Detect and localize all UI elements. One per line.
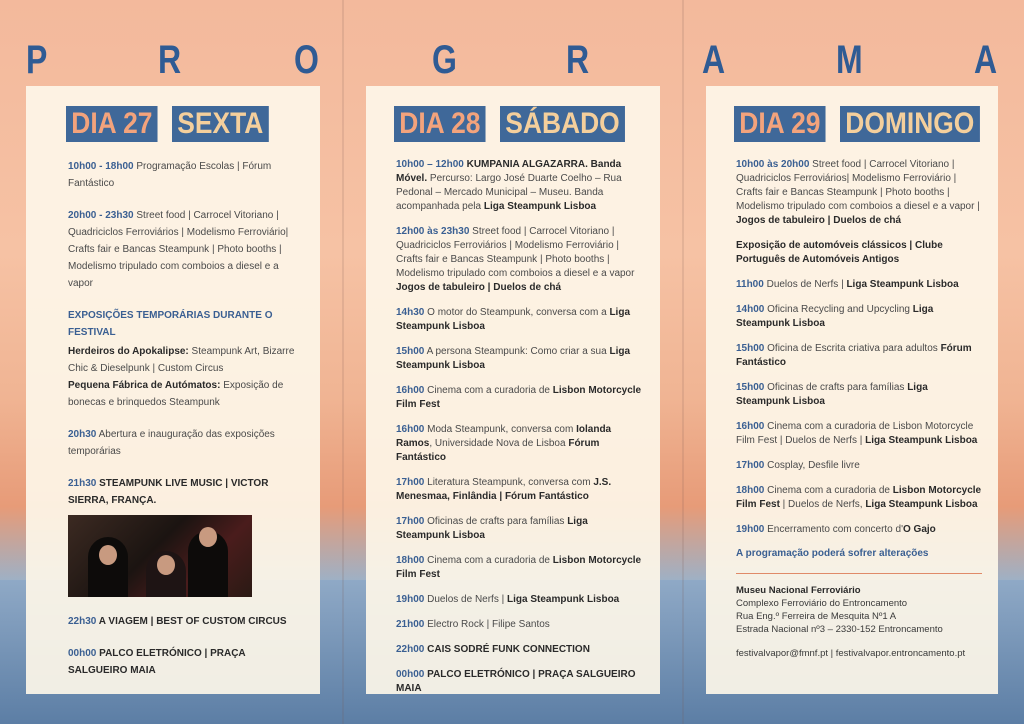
entry-title: KUMPANIA ALGAZARRA. Banda Móvel. [396,159,622,184]
entry-organizer: Liga Steampunk Lisboa [865,499,978,510]
entry-text: Oficinas de crafts para famílias [424,516,568,527]
museum-address [736,573,982,636]
photo-face [157,555,175,575]
weekday: SÁBADO [500,106,625,142]
entry-time: 17h00 [396,477,425,488]
schedule-entry [396,618,644,632]
entry-text: PALCO ELETRÓNICO | PRAÇA SALGUEIRO MAIA [68,648,246,676]
entry-organizer: Liga Steampunk Lisboa [396,307,631,332]
schedule-entry [736,523,982,537]
entry-text: Programação Escolas | Fórum Fantástico [68,161,272,189]
entry-time: 14h00 [736,304,765,315]
entry-text: Cinema com a curadoria de [424,385,553,396]
day-heading [66,106,304,142]
day-number: DIA 27 [66,106,158,142]
schedule-entry [396,423,644,465]
entry-time: 17h00 [396,516,425,527]
header-letter: G [432,38,457,82]
entry-text: Moda Steampunk, conversa com [424,424,577,435]
entry-organizer: Fórum Fantástico [736,343,972,368]
entry-time: 17h00 [736,460,765,471]
entry-time: 19h00 [396,594,425,605]
address-line: Estrada Nacional nº3 – 2330-152 Entroncamento [736,624,943,635]
entry-organizer: Lisbon Motorcycle Film Fest [736,485,982,510]
entry-text: Oficinas de crafts para famílias [764,382,908,393]
schedule-entry [396,306,644,334]
entry-text: O motor do Steampunk, conversa com a [424,307,610,318]
schedule-entry [396,593,644,607]
schedule-entry [68,207,304,292]
entry-organizer: Liga Steampunk Lisboa [396,346,631,371]
schedule-entry [396,668,644,696]
header-letter: R [566,38,590,82]
entry-text: Oficina de Escrita criativa para adultos [764,343,941,354]
schedule-entry [736,239,982,267]
museum-name: Museu Nacional Ferroviário [736,585,861,596]
entry-time: 10h00 - 18h00 [68,161,134,172]
entry-text: Cinema com a curadoria de [764,485,893,496]
entry-text: A VIAGEM | BEST OF CUSTOM CIRCUS [96,616,287,627]
exhibitions-title: EXPOSIÇÕES TEMPORÁRIAS DURANTE O FESTIVAL [68,310,273,338]
entry-text: Street food | Carrocel Vitoriano | Quadriciclos Ferroviários| Modelismo Ferroviário | Crafts fair e Bancas Steampunk | Photo booths | Modelismo tripulado com comboios a diesel e a vapor | [736,159,980,212]
entry-organizer: Liga Steampunk Lisboa [846,279,959,290]
entry-text: Oficina Recycling and Upcycling [764,304,913,315]
entry-organizer: Jogos de tabuleiro | Duelos de chá [396,282,562,293]
entry-organizer: Liga Steampunk Lisboa [736,304,934,329]
day-number: DIA 29 [734,106,826,142]
schedule-entry [68,645,304,679]
day-28-panel [366,86,660,694]
entry-time: 10h00 – 12h00 [396,159,464,170]
header-letter: M [836,38,863,82]
address-line: Rua Eng.º Ferreira de Mesquita Nº1 A [736,611,897,622]
schedule-entry [396,515,644,543]
entry-time: 18h00 [736,485,765,496]
schedule-entry [736,278,982,292]
exhibition-name: Herdeiros do Apokalipse: [68,346,189,357]
entry-speaker: Iolanda Ramos [396,424,612,449]
entry-title: CAIS SODRÉ FUNK CONNECTION [424,644,590,655]
entry-text: Abertura e inauguração das exposições temporárias [68,429,275,457]
header-letter: O [294,38,319,82]
schedule-entry [396,476,644,504]
exhibitions-block [68,307,304,411]
schedule-entry [736,158,982,228]
schedule-entry [68,475,304,509]
entry-organizer: Liga Steampunk Lisboa [507,594,620,605]
entry-organizer: Lisbon Motorcycle Film Fest [396,555,642,580]
schedule-entry [736,381,982,409]
schedule-entry [68,426,304,460]
header-letter: A [702,38,726,82]
entry-time: 20h00 - 23h30 [68,210,134,221]
header-letter: A [974,38,998,82]
day-heading [734,106,982,142]
weekday: DOMINGO [840,106,980,142]
schedule-entry [396,345,644,373]
entry-text: Encerramento com concerto d' [764,524,903,535]
entry-organizer: Liga Steampunk Lisboa [865,435,978,446]
header-letter: R [158,38,182,82]
exhibition-text: Exposição de bonecas e brinquedos Steampunk [68,380,284,408]
address-line: Complexo Ferroviário do Entroncamento [736,598,908,609]
entry-text: A persona Steampunk: Como criar a sua [424,346,610,357]
schedule-entry [396,643,644,657]
entry-time: 00h00 [396,669,425,680]
entry-time: 16h00 [396,424,425,435]
entry-time: 14h30 [396,307,425,318]
entry-text: Street food | Carrocel Vitoriano | Quadriciclos Ferroviários | Modelismo Ferroviário | Crafts fair e Bancas Steampunk | Photo booths | Modelismo tripulado com comboios a diesel e a vapor [396,226,635,279]
entry-time: 15h00 [396,346,425,357]
contact-links[interactable]: festivalvapor@fmnf.pt | festivalvapor.entroncamento.pt [736,648,966,659]
day-29-panel [706,86,998,694]
entry-title: PALCO ELETRÓNICO | PRAÇA SALGUEIRO MAIA [396,669,636,694]
day-27-panel [26,86,320,694]
entry-time: 21h30 [68,478,97,489]
entry-organizer: J.S. Menesmaa, Finlândia | Fórum Fantástico [396,477,612,502]
entry-organizer: Liga Steampunk Lisboa [736,382,928,407]
entry-text: Cosplay, Desfile livre [764,460,860,471]
entry-time: 18h00 [396,555,425,566]
schedule-entry [68,613,304,630]
fold-line [342,0,344,724]
entry-time: 12h00 às 23h30 [396,226,470,237]
entry-time: 16h00 [736,421,765,432]
entry-time: 20h30 [68,429,97,440]
entry-text: STEAMPUNK LIVE MUSIC | VICTOR SIERRA, FRANÇA. [68,478,269,506]
entry-time: 00h00 [68,648,97,659]
entry-text: Duelos de Nerfs | [424,594,507,605]
band-photo [68,515,252,597]
schedule-entry [736,484,982,512]
entry-time: 15h00 [736,382,765,393]
entry-time: 10h00 às 20h00 [736,159,810,170]
schedule-entry [736,420,982,448]
entry-organizer: Liga Steampunk Lisboa [483,201,597,212]
entry-title: Exposição de automóveis clássicos | Clube Português de Automóveis Antigos [736,240,943,265]
entry-organizer: O Gajo [903,524,936,535]
entry-text: Cinema com a curadoria de Lisbon Motorcycle Film Fest | Duelos de Nerfs | [736,421,974,446]
entry-text: | Duelos de Nerfs, [779,499,866,510]
program-change-note: A programação poderá sofrer alterações [736,548,929,559]
schedule-entry [396,384,644,412]
header-letter: P [26,38,48,82]
entry-time: 22h30 [68,616,97,627]
entry-text: Cinema com a curadoria de [424,555,553,566]
schedule-entry [736,459,982,473]
fold-line [682,0,684,724]
entry-time: 19h00 [736,524,765,535]
photo-face [199,527,217,547]
schedule-entry [68,158,304,192]
entry-time: 11h00 [736,279,764,290]
schedule-entry [396,554,644,582]
entry-text: Duelos de Nerfs | [763,279,847,290]
exhibition-name: Pequena Fábrica de Autómatos: [68,380,221,391]
schedule-entry [396,158,644,214]
entry-time: 21h00 [396,619,425,630]
schedule-entry [396,225,644,295]
entry-organizer: Jogos de tabuleiro | Duelos de chá [736,215,902,226]
entry-text: , Universidade Nova de Lisboa [429,438,569,449]
entry-organizer: Liga Steampunk Lisboa [396,516,588,541]
entry-text: Street food | Carrocel Vitoriano | Quadriciclos Ferroviários | Modelismo Ferroviário| Crafts fair e Bancas Steampunk | Photo booths | Modelismo tripulado com comboios a diesel e a vapor [68,210,289,289]
entry-text: Electro Rock | Filipe Santos [424,619,550,630]
schedule-entry [736,303,982,331]
entry-time: 22h00 [396,644,425,655]
entry-time: 15h00 [736,343,765,354]
entry-text: Literatura Steampunk, conversa com [424,477,594,488]
entry-organizer: Lisbon Motorcycle Film Fest [396,385,642,410]
photo-face [99,545,117,565]
entry-text: Percurso: Largo José Duarte Coelho – Rua Pedonal – Mercado Municipal – Museu. Banda acompanhada pela [396,173,622,212]
exhibition-text: Steampunk Art, Bizarre Chic & Dieselpunk | Custom Circus [68,346,295,374]
schedule-entry [736,342,982,370]
weekday: SEXTA [172,106,269,142]
day-heading [394,106,644,142]
entry-time: 16h00 [396,385,425,396]
entry-organizer: Fórum Fantástico [396,438,600,463]
day-number: DIA 28 [394,106,486,142]
